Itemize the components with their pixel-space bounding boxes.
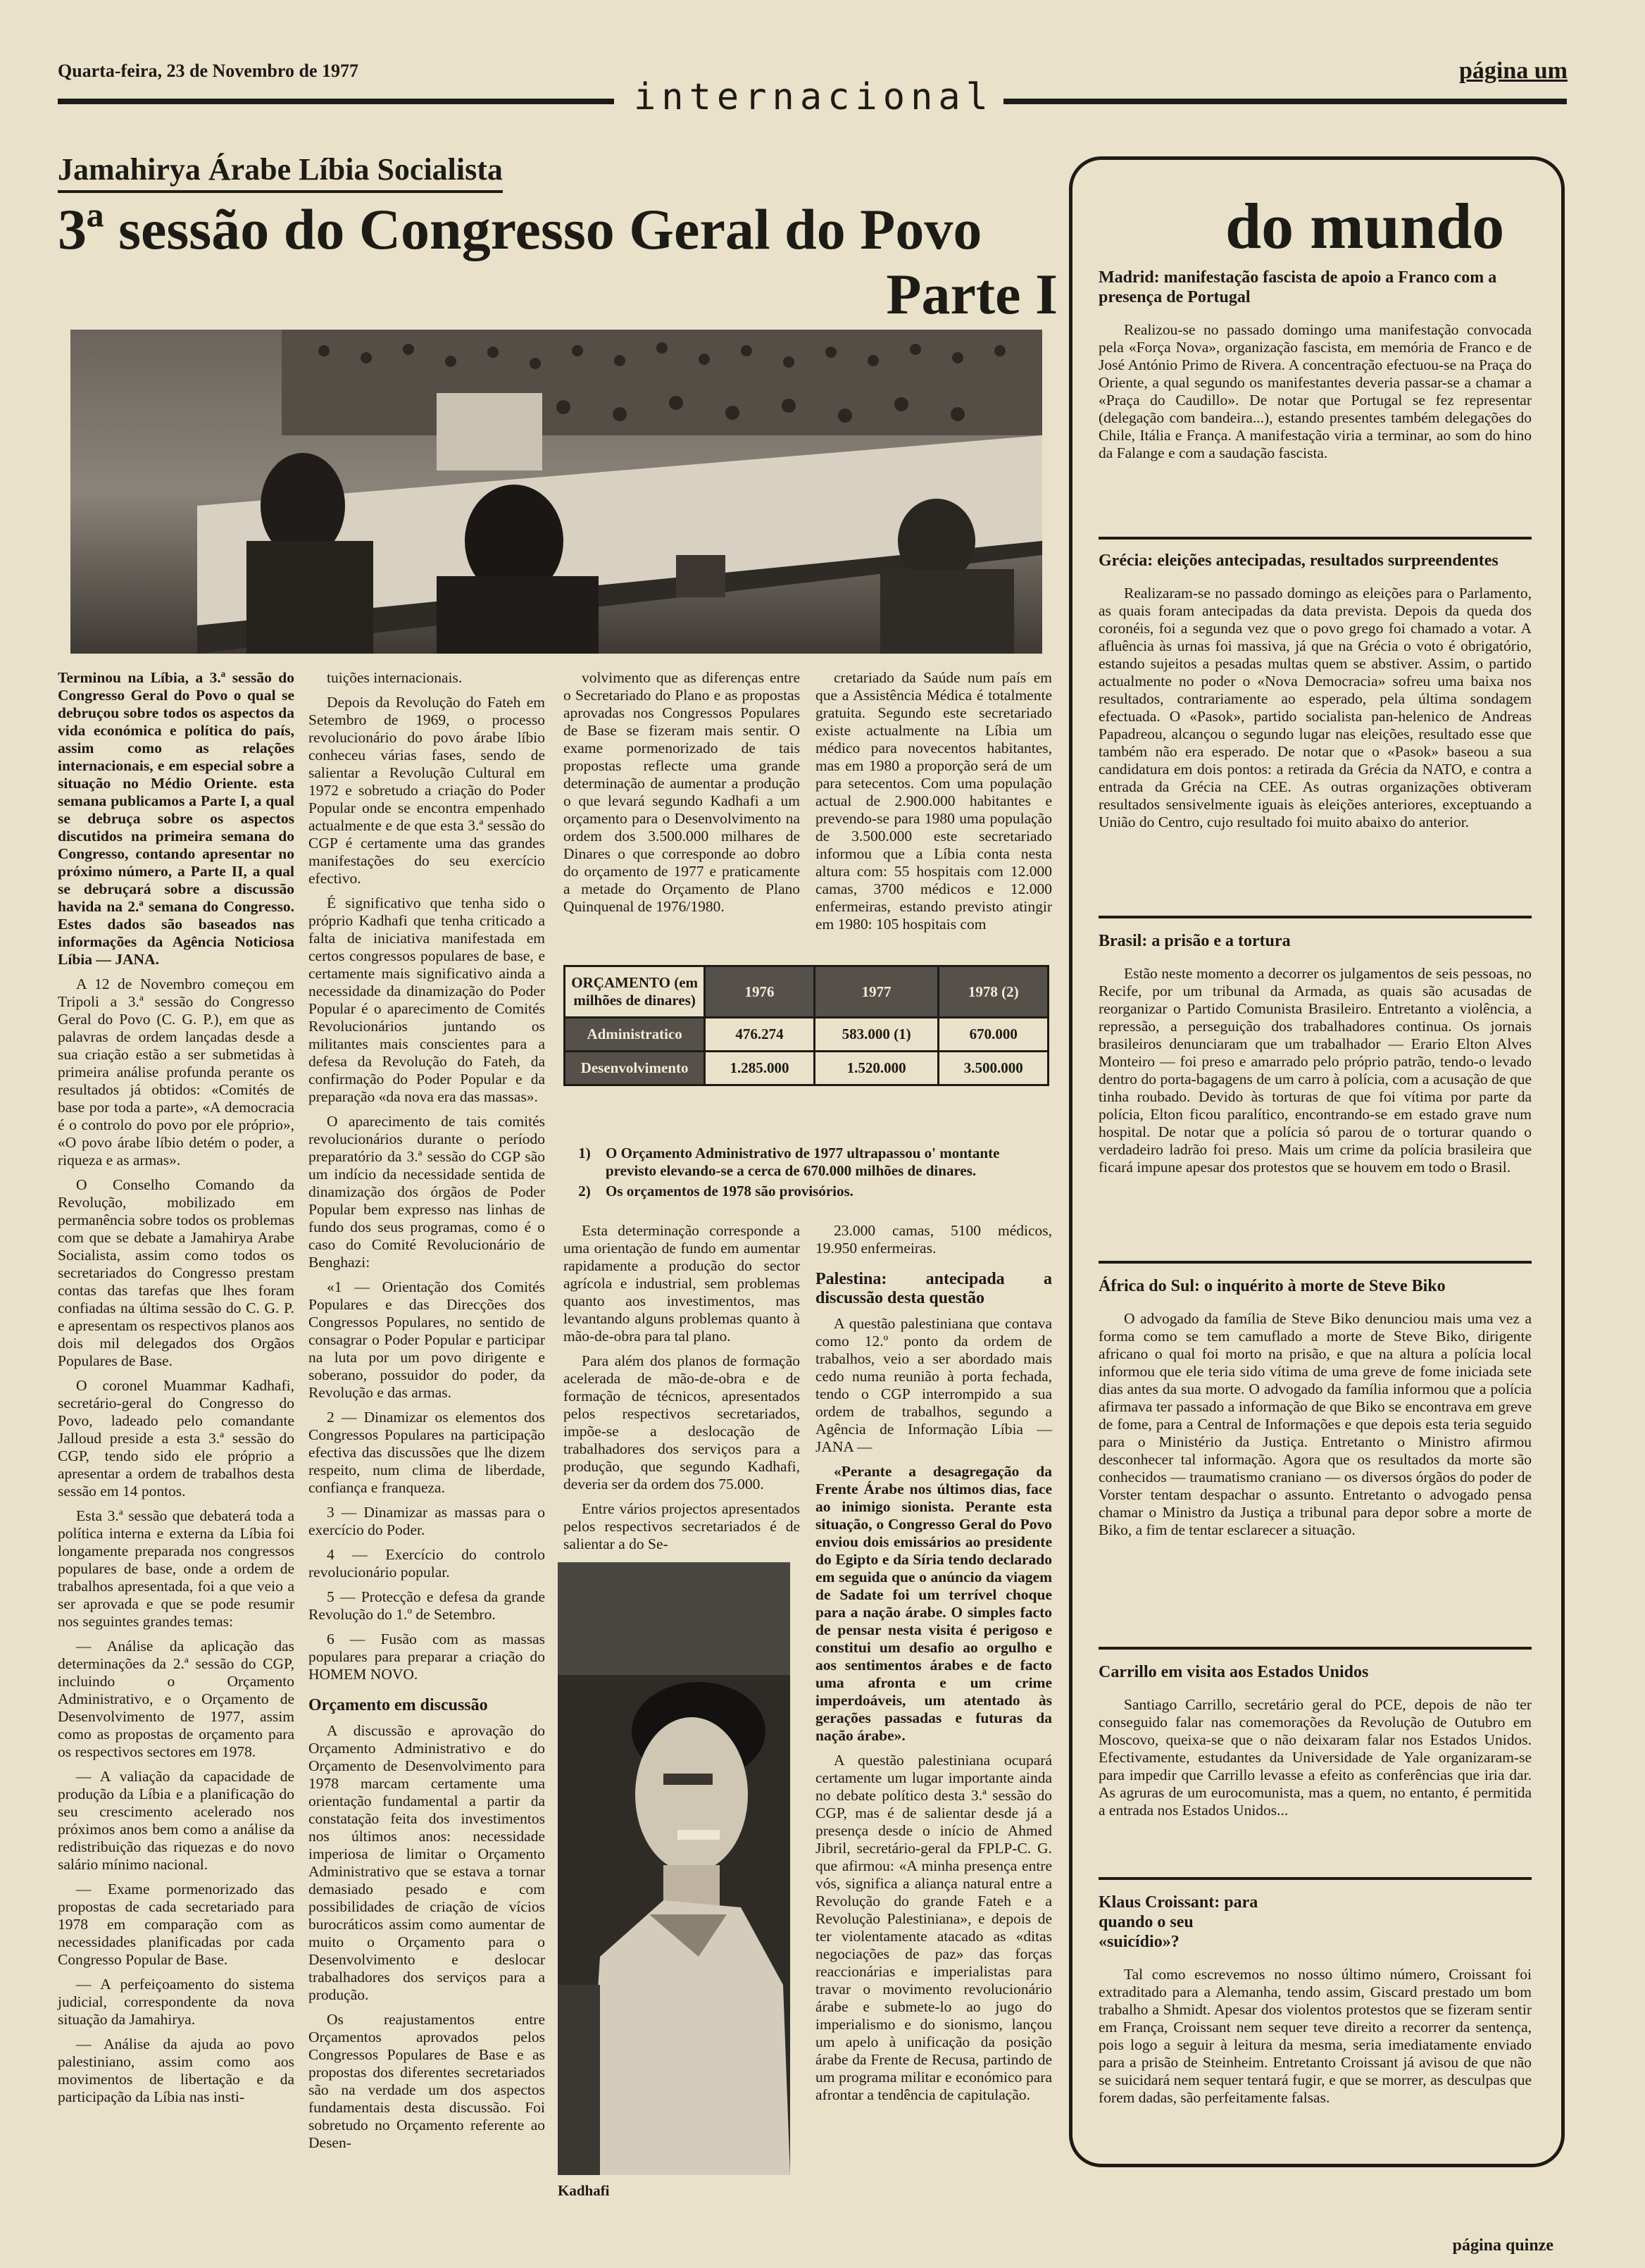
paragraph: cretariado da Saúde num país em que a Assistência Médica é totalmente gratuita. Segundo este secretariado existe actualmente na Líbia um médico para novecentos habitantes, mas em 1980 a proporção será de um para setecentos. Com uma população actual de 2.900.000 habitantes e prevendo-se para 1980 uma população de 3.500.000 este secretariado informou que a Líbia conta nesta altura com: 55 hospitais com 12.000 camas, 3700 médicos e 12.000 enfermeiras, estando previsto atingir em 1980: 105 hospitais com: [815, 669, 1052, 933]
paragraph: tuições internacionais.: [327, 669, 463, 686]
column-2-paragraphs: [308, 669, 545, 2152]
congress-photo: [70, 330, 1042, 654]
paragraph: 5 — Protecção e defesa da grande Revolução do 1.º de Setembro.: [308, 1588, 545, 1623]
story-title: Brasil: a prisão e a tortura: [1099, 932, 1291, 950]
budget-table-container: [563, 965, 1049, 1086]
year-1977: 1977: [814, 966, 939, 1018]
table-cell: 3.500.000: [939, 1052, 1049, 1085]
paragraph: — A perfeiçoamento do sistema judicial, correspondente da nova situação da Jamahirya.: [58, 1976, 294, 2028]
paragraph: A 12 de Novembro começou em Tripoli a 3.ª sessão do Congresso Geral do Povo (C. G. P.), em que as palavras de ordem lançadas desde a sua criação estão a ser submetidas à primeira análise profunda perante os resultados já obtidos: «Comités de base por toda a parte», «A democracia é o controlo do povo por ele próprio», «O povo árabe líbio detém o poder, a riqueza e as armas».: [58, 976, 294, 1169]
story-divider: [1099, 537, 1532, 540]
story-body: Santiago Carrillo, secretário geral do PCE, depois de não ter conseguido falar nas comemorações da Revolução de Outubro em Moscovo, queixa-se que o não deixaram falar nos Estados Unidos. Efectivamente, estudantes da Universidade de Yale organizaram-se para impedir que Carrillo levasse a efeito as conferências que iria dar. As agruras de um eurocomunista, mas a quem, no entanto, é permitida a entrada nos Estados Unidos...: [1099, 1696, 1532, 1819]
paragraph: 6 — Fusão com as massas populares para preparar a criação do HOMEM NOVO.: [308, 1631, 545, 1683]
budget-row-administrative: [565, 1018, 1049, 1052]
note-number: 1): [578, 1145, 591, 1161]
paragraph: 2 — Dinamizar os elementos dos Congressos Populares na participação efectiva das discussões que lhe dizem respeito, num clima de liberdade, confiança e franqueza.: [308, 1409, 545, 1496]
story-title: Klaus Croissant: para quando o seu «suicídio»?: [1099, 1893, 1258, 1951]
paragraph: Terminou na Líbia, a 3.ª sessão do Congresso Geral do Povo o qual se debruçou sobre todos os aspectos da vida económica e política do país, assim como as relações internacionais, e em especial sobre a situação no Médio Oriente. esta semana publicamos a Parte I, a qual se debruça sobre os aspectos discutidos na primeira semana do Congresso, contando apresentar no próximo número, a Parte II, a qual se debruçará sobre a discussão havida na 2.ª semana do Congresso. Estes dados são baseados nas informações da Agência Noticiosa Líbia — JANA.: [58, 669, 294, 968]
sidebar-title: do mundo: [1225, 190, 1505, 262]
sidebar-story-croissant: [1099, 1893, 1532, 2107]
issue-date: Quarta-feira, 23 de Novembro de 1977: [58, 61, 359, 81]
paragraph: A questão palestiniana que contava como 12.º ponto da ordem de trabalhos, veio a ser abordado mais cedo numa reunião à porta fechada, tendo o CGP interrompido a sua ordem de trabalhos, segundo a Agência de Informação Líbia — JANA —: [815, 1315, 1052, 1455]
budget-table: [563, 965, 1049, 1086]
budget-note: [563, 1183, 1049, 1200]
masthead-rule-right: [1003, 99, 1567, 104]
budget-header-label: ORÇAMENTO (em milhões de dinares): [565, 966, 705, 1018]
paragraph: — Análise da ajuda ao povo palestiniano, assim como aos movimentos de libertação e da participação da Líbia nas insti-: [58, 2036, 294, 2105]
story-divider: [1099, 1877, 1532, 1880]
paragraph: «1 — Orientação dos Comités Populares e das Direcções dos Congressos Populares, no sentido de consagrar o Poder Popular e participar na luta por um povo dirigente e soberano, possuidor do poder, da Revolução e das armas.: [308, 1278, 545, 1401]
note-text: O Orçamento Administrativo de 1977 ultrapassou o' montante previsto elevando-se a cerca de 670.000 milhões de dinares.: [606, 1145, 1000, 1179]
column-4-top-paragraphs: [815, 669, 1052, 933]
year-1976: 1976: [705, 966, 815, 1018]
kadhafi-photo: [558, 1562, 790, 2175]
paragraph: É significativo que tenha sido o próprio Kadhafi que tenha criticado a falta de iniciativa manifestada em certos congressos populares de base, e certamente mais significativo ainda a necessidade da dinamização do Poder Popular é o aparecimento de Comités Revolucionários juntando os militantes mais conscientes para a defesa da Revolução do Fateh, da confirmação do Poder Popular e da preparação «da nova era das massas».: [308, 895, 545, 1105]
story-divider: [1099, 1261, 1532, 1264]
story-title: Grécia: eleições antecipadas, resultados surpreendentes: [1099, 552, 1499, 570]
paragraph: — Análise da aplicação das determinações da 2.ª sessão do CGP, incluindo o Orçamento Administrativo, e o Orçamento de Desenvolvimento de 1977, assim como as propostas de orçamento para os respectivos sectores em 1978.: [58, 1638, 294, 1760]
table-cell: 476.274: [705, 1018, 815, 1052]
congress-photo-image: [70, 330, 1042, 654]
paragraph: A questão palestiniana ocupará certamente um lugar importante ainda no debate político desta 3.ª sessão do CGP, mas é de salientar desde já a presença desde o início de Ahmed Jibril, secretário-geral da FPLP-C. G. que afirmou: «A minha presença entre vós, significa a aliança natural entre a Revolução do grande Fateh e a Revolução Palestiniana», e depois de ter violentamente atacado as «ditas negociações de paz» das forças reaccionárias e imperialistas para travar o movimento revolucionário árabe e submete-lo ao jugo do imperialismo e do sionismo, lançou um apelo à unificação da posição árabe da Frente de Recusa, partindo de um programa militar e económico para afrontar a tendência de capitulação.: [815, 1752, 1052, 2103]
column-1-paragraphs: [58, 669, 294, 2106]
table-cell: 670.000: [939, 1018, 1049, 1052]
article-column-2: [308, 669, 545, 2159]
story-body: Estão neste momento a decorrer os julgamentos de seis pessoas, no Recife, por um tribunal da Armada, as quais são acusadas de reorganizar o Partido Comunista Brasileiro. Entretanto a violência, a repressão, a perseguição dos trabalhadores continua. Os jornais brasileiros denunciaram que um trabalhador — Erario Elton Alves Monteiro — foi preso e amarrado pelo próprio patrão, tendo-o levado dentro do porta-bagagens de um carro à polícia, com a acusação de que tinha roubado. Devido às torturas de que foi vítima por parte da polícia, Elton ficou paralítico, encontrando-se em estado grave num hospital. De notar que a polícia só parou de o torturar quando o verdadeiro ladrão foi preso. Mais um crime da polícia brasileira que ficará impune apesar dos protestos que se houvem em todo o Brasil.: [1099, 965, 1532, 1176]
row-label: Desenvolvimento: [565, 1052, 705, 1085]
sidebar-story-grecia: [1099, 551, 1532, 831]
subheading: Orçamento em discussão: [308, 1696, 488, 1714]
paragraph: Para além dos planos de formação acelerada de mão-de-obra e de formação de técnicos, apresentados pelos respectivos secretariados, impõe-se a deslocação de trabalhadores dos serviços para a produção, que segundo Kadhafi, deveria ser da ordem dos 75.000.: [563, 1352, 800, 1493]
paragraph: Os reajustamentos entre Orçamentos aprovados pelos Congressos Populares de Base e as propostas dos diferentes secretariados são na verdade um dos aspectos fundamentais desta discussão. Foi sobretudo no Orçamento referente ao Desen-: [308, 2011, 545, 2151]
budget-notes: [563, 1145, 1049, 1203]
paragraph: O aparecimento de tais comités revolucionários durante o período preparatório da 3.ª sessão do CGP são um indício da necessidade sentida de dinamização dos órgãos de Poder Popular bem expresso nas linhas de fundo dos seus programas, como é o caso do Comité Revolucionário de Benghazi:: [308, 1113, 545, 1271]
page-label: página um: [1459, 58, 1568, 84]
column-3-bottom-paragraphs: [563, 1222, 800, 1553]
paragraph: A discussão e aprovação do Orçamento Administrativo e do Orçamento de Desenvolvimento para 1978 marcam certamente uma orientação fundamental a partir da constatação feita dos investimentos nos últimos anos: necessidade imperiosa de limitar o Orçamento Administrativo que se estava a tornar demasiado pesado e com possibilidades de criação de vícios burocráticos assim como aumentar de muito o Orçamento para o Desenvolvimento e deslocar trabalhadores dos serviços para a produção.: [308, 1722, 545, 2003]
story-body: Realizou-se no passado domingo uma manifestação convocada pela «Força Nova», organização fascista, em memória de Franco e de José António Primo de Rivera. A concentração efectuou-se na Praça do Oriente, a qual segundo os manifestantes deveria passar-se a chamar a «Praça do Caudillo». De notar que Portugal se fez representar (delegação com bandeira...), estando presentes também delegações do Chile, Itália e França. A manifestação viria a terminar, ao som do hino da Falange e com a saudação fascista.: [1099, 321, 1532, 461]
paragraph: Esta 3.ª sessão que debaterá toda a política interna e externa da Líbia foi longamente preparada nos congressos populares de base, onde a ordem de trabalhos apresentada, foi a que veio a ser aprovada e que se pode resumir nos seguintes grandes temas:: [58, 1507, 294, 1630]
paragraph: 3 — Dinamizar as massas para o exercício do Poder.: [308, 1504, 545, 1538]
paragraph: — A valiação da capacidade de produção da Líbia e a planificação do seu crescimento acelerado nos próximos anos bem como a análise da redistribuição das riquezas e do novo salário mínimo nacional.: [58, 1768, 294, 1873]
article-column-3-top: [563, 669, 800, 923]
paragraph: Depois da Revolução do Fateh em Setembro de 1969, o processo revolucionário do povo árabe líbio conheceu várias fases, sendo de salientar a Revolução Cultural em 1972 e sobretudo a criação do Poder Popular onde se encontra empenhado actualmente e de que esta 3.ª sessão do CGP é certamente uma das grandes manifestações do seu exercício efectivo.: [308, 694, 545, 887]
section-name: internacional: [634, 76, 994, 118]
story-body: Realizaram-se no passado domingo as eleições para o Parlamento, as quais foram antecipadas da data prevista. Depois da queda dos coronéis, foi a segunda vez que o povo grego foi chamado a votar. A afluência às urnas foi massiva, já que na Grécia o voto é obrigatório, estando sujeitos a pesadas multas quem se abstiver. Assim, o partido actualmente no poder o «Nova Democracia» sofreu uma baixa nos resultados, contrariamente ao esperado, pela última sondagem efectuada. O «Pasok», partido socialista pan-helenico de Andreas Papadreou, alcançou o segundo lugar nas eleições, resultado esse que também não era esperado. De notar que o «Pasok» baseou a sua candidatura em dois pontos: a retirada da Grécia da NATO, e contra a entrada da Grécia na CEE. As outras organizações obtiveram resultados sensivelmente iguais às eleições anteriores, exceptuando a União do Centro, cujo resultado foi muito abaixo do anterior.: [1099, 585, 1532, 830]
paragraph: — Exame pormenorizado das propostas de cada secretariado para 1978 em comparação com as necessidades planificadas por cada Congresso Popular de Base.: [58, 1881, 294, 1968]
sidebar-story-carrillo: [1099, 1662, 1532, 1819]
paragraph: «Perante a desagregação da Frente Árabe nos últimos dias, face ao inimigo sionista. Perante esta situação, o Congresso Geral do Povo enviou dois emissários ao presidente do Egipto e da Síria tendo declarado em seguida que o anúncio da viagem de Sadate foi um terrível choque para a nação árabe. O simples facto de pensar nesta visita é perigoso e constitui um desafio ao orgulho e aos sentimentos árabes e de facto uma afronta e um crime imperdoáveis, um atentado às gerações passadas e futuras da nação árabe».: [815, 1463, 1052, 1744]
photo-caption: Kadhafi: [558, 2182, 610, 2199]
article-column-3-bottom: [563, 1222, 800, 1560]
sidebar-story-africa: [1099, 1276, 1532, 1539]
footer-page-label: página quinze: [1452, 2236, 1553, 2255]
table-cell: 583.000 (1): [814, 1018, 939, 1052]
column-3-top-paragraphs: [563, 669, 800, 916]
story-divider: [1099, 1647, 1532, 1650]
article-column-4-top: [815, 669, 1052, 940]
article-column-4-bottom: [815, 1222, 1052, 2111]
note-number: 2): [578, 1183, 591, 1200]
table-cell: 1.285.000: [705, 1052, 815, 1085]
column-4-bottom-paragraphs: [815, 1222, 1052, 2104]
paragraph: Esta determinação corresponde a uma orientação de fundo em aumentar rapidamente a produção do sector agrícola e industrial, sem problemas quanto aos investimentos, mas levantando alguns problemas quanto à mão-de-obra para tal plano.: [563, 1222, 800, 1345]
article-headline: [58, 197, 1058, 327]
headline-line-1: 3ª sessão do Congresso Geral do Povo: [58, 197, 982, 261]
story-title: Madrid: manifestação fascista de apoio a Franco com a presença de Portugal: [1099, 268, 1497, 306]
paragraph: volvimento que as diferenças entre o Secretariado do Plano e as propostas aprovadas nos Congressos Populares de Base se fizeram mais sentir. O exame pormenorizado de tais propostas reflecte uma grande determinação de aumentar a produção o que levará segundo Kadhafi a um orçamento para o Desenvolvimento na ordem dos 3.500.000 milhares de Dinares o que corresponde ao dobro do orçamento de 1977 e praticamente a metade do Orçamento de Plano Quinquenal de 1976/1980.: [563, 669, 800, 915]
story-divider: [1099, 916, 1532, 918]
story-body: Tal como escrevemos no nosso último número, Croissant foi extraditado para a Alemanha, tendo assim, Giscard prestado um bom trabalho a Shmidt. Apesar dos violentos protestos que se fizeram sentir em França, Croissant nem sequer teve direito a recorrer da sentença, pois logo a seguir à leitura da mesma, seria imediatamente enviado para a prisão de Steinheim. Entretanto Croissant já avisou de que não se suicidará nem sequer tentará fugir, e que se morrer, as desculpas que forem dadas, são perfeitamente falsas.: [1099, 1966, 1532, 2106]
paragraph: Entre vários projectos apresentados pelos respectivos secretariados é de salientar a do Se-: [563, 1500, 800, 1552]
article-kicker: Jamahirya Árabe Líbia Socialista: [58, 151, 503, 193]
table-cell: 1.520.000: [814, 1052, 939, 1085]
masthead-rule-left: [58, 99, 614, 104]
budget-row-development: [565, 1052, 1049, 1085]
article-column-1: [58, 669, 294, 2113]
paragraph: O coronel Muammar Kadhafi, secretário-geral do Congresso do Povo, ladeado pelo comandante Jalloud preside a esta 3.ª sessão do CGP, tendo sido ele próprio a apresentar a ordem de trabalhos desta sessão em 14 pontos.: [58, 1377, 294, 1500]
story-title: Carrillo em visita aos Estados Unidos: [1099, 1663, 1369, 1681]
sidebar-story-brasil: [1099, 931, 1532, 1176]
budget-header-row: [565, 966, 1049, 1018]
headline-line-2: Parte I: [886, 262, 1058, 326]
story-body: O advogado da família de Steve Biko denunciou mais uma vez a forma como se tem camuflado a morte de Steve Biko, dirigente africano o qual foi morto na prisão, e que na altura a polícia local informou que ele teria sido vítima de uma greve de fome iniciada sete dias antes da sua morte. O advogado da família informou que a polícia afirmava ter passado a informação de que Biko se encontrava em greve de fome, para a Central de Informações e que depois esta teria seguido para o Ministério da Justiça. Entretanto o Ministro afirmou desconhecer tal informação. Agora que os resultados da morte são conhecidos — traumatismo craniano — os diversos órgãos do poder de Vorster tentam despachar o assunto. Entretanto o advogado pensa chamar o Ministro da Justiça a tribunal para depor sobre a morte de Biko, a fim de tentar esclarecer a situação.: [1099, 1310, 1532, 1538]
kadhafi-photo-image: [558, 1562, 790, 2175]
year-1978: 1978 (2): [939, 966, 1049, 1018]
subheading: Palestina: antecipada a discussão desta questão: [815, 1270, 1052, 1307]
story-title: África do Sul: o inquérito à morte de Steve Biko: [1099, 1277, 1446, 1295]
note-text: Os orçamentos de 1978 são provisórios.: [606, 1183, 853, 1200]
paragraph: 23.000 camas, 5100 médicos, 19.950 enfermeiras.: [815, 1222, 1052, 1257]
paragraph: 4 — Exercício do controlo revolucionário popular.: [308, 1546, 545, 1581]
row-label: Administratico: [565, 1018, 705, 1052]
paragraph: O Conselho Comando da Revolução, mobilizado em permanência sobre todos os problemas com que se debate a Jamahirya Arabe Socialista, assim como todos os secretariados do Congresso prestam contas das tarefas que lhes foram confiadas na última sessão do C. G. P. e apresentam os respectivos planos aos dois mil delegados dos Orgãos Populares de Base.: [58, 1176, 294, 1369]
budget-note: [563, 1145, 1049, 1180]
sidebar-story-madrid: [1099, 268, 1532, 462]
